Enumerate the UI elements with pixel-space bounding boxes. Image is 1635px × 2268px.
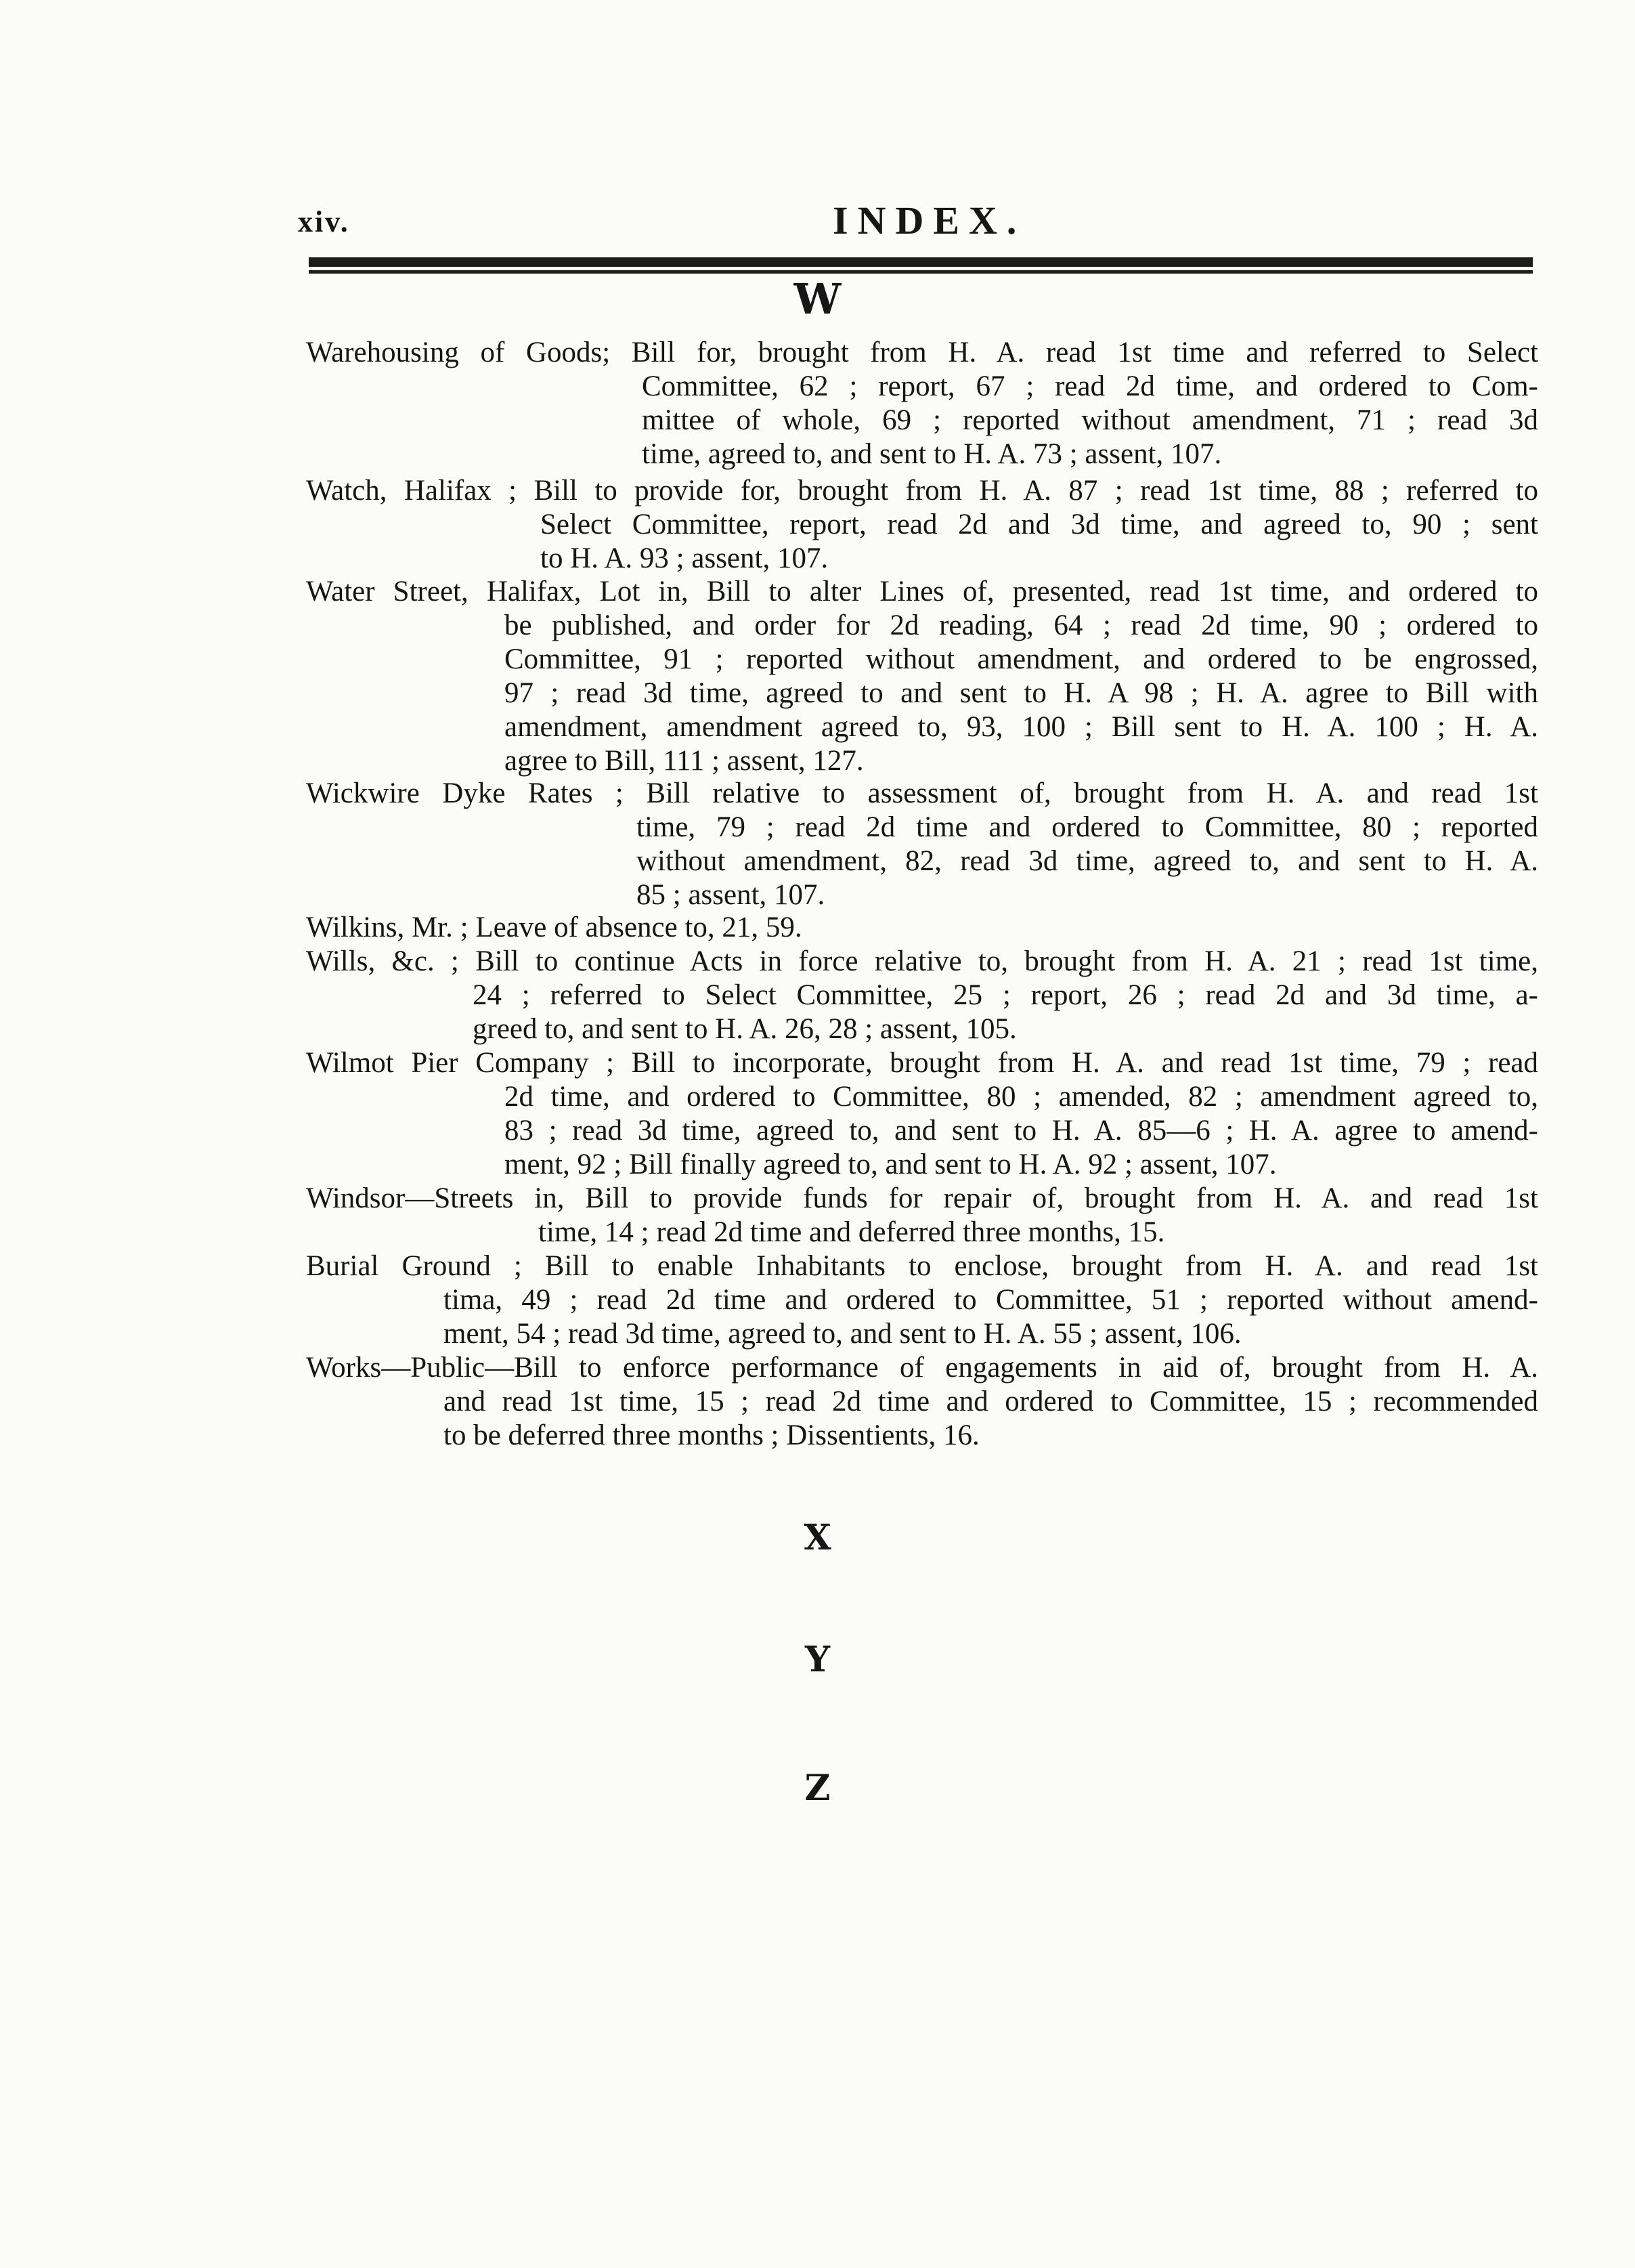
index-entry-line: to be deferred three months ; Dissentients, 16.	[443, 1419, 980, 1451]
page-title: INDEX.	[833, 198, 1026, 242]
index-entry-line: 85 ; assent, 107.	[636, 879, 825, 911]
index-entry-line: Committee, 91 ; reported without amendment, and ordered to be engrossed,	[504, 643, 1538, 675]
index-entry-line: time, 79 ; read 2d time and ordered to Committee, 80 ; reported	[636, 811, 1538, 843]
index-entry-heading-line: Wilkins, Mr. ; Leave of absence to, 21, 59.	[306, 912, 802, 943]
section-letter-y: Y	[804, 1639, 831, 1680]
header-rule-thin	[309, 270, 1533, 274]
index-entry-heading-line: Windsor—Streets in, Bill to provide funds for repair of, brought from H. A. and read 1st	[306, 1182, 1538, 1214]
index-entry-line: time, 14 ; read 2d time and deferred three months, 15.	[538, 1216, 1165, 1248]
index-entry-heading-line: Wilmot Pier Company ; Bill to incorporate, brought from H. A. and read 1st time, 79 ; read	[306, 1047, 1538, 1079]
index-entry-heading-line: Wickwire Dyke Rates ; Bill relative to assessment of, brought from H. A. and read 1st	[306, 777, 1538, 809]
section-letter-x: X	[804, 1517, 831, 1558]
index-entry-line: 97 ; read 3d time, agreed to and sent to H. A 98 ; H. A. agree to Bill with	[504, 677, 1538, 709]
index-entry-heading-line: Water Street, Halifax, Lot in, Bill to alter Lines of, presented, read 1st time, and ordered to	[306, 576, 1538, 607]
index-entry-heading-line: Watch, Halifax ; Bill to provide for, brought from H. A. 87 ; read 1st time, 88 ; referred to	[306, 475, 1538, 507]
index-entry-line: 2d time, and ordered to Committee, 80 ; amended, 82 ; amendment agreed to,	[504, 1081, 1538, 1113]
index-entry-heading-line: Burial Ground ; Bill to enable Inhabitants to enclose, brought from H. A. and read 1st	[306, 1250, 1538, 1282]
index-entry-heading-line: Warehousing of Goods; Bill for, brought from H. A. read 1st time and referred to Select	[306, 337, 1538, 368]
section-letter-w: W	[793, 274, 842, 324]
index-entry-heading-line: Works—Public—Bill to enforce performance of engagements in aid of, brought from H. A.	[306, 1352, 1538, 1384]
index-entry-line: greed to, and sent to H. A. 26, 28 ; assent, 105.	[473, 1013, 1017, 1045]
index-entry-line: Committee, 62 ; report, 67 ; read 2d time, and ordered to Com-	[642, 370, 1538, 402]
page-number: xiv.	[298, 205, 350, 238]
index-entry-line: mittee of whole, 69 ; reported without amendment, 71 ; read 3d	[642, 404, 1538, 436]
section-letter-z: Z	[804, 1768, 831, 1809]
index-entry-line: 24 ; referred to Select Committee, 25 ; report, 26 ; read 2d and 3d time, a-	[473, 979, 1538, 1011]
index-entry-line: ment, 92 ; Bill finally agreed to, and sent to H. A. 92 ; assent, 107.	[504, 1149, 1277, 1180]
index-entry-line: to H. A. 93 ; assent, 107.	[540, 542, 829, 574]
index-entry-line: agree to Bill, 111 ; assent, 127.	[504, 745, 864, 777]
index-entry-line: Select Committee, report, read 2d and 3d time, and agreed to, 90 ; sent	[540, 509, 1538, 540]
header-rule-thick	[309, 257, 1533, 267]
index-entry-line: time, agreed to, and sent to H. A. 73 ; assent, 107.	[642, 438, 1222, 470]
index-entry-line: amendment, amendment agreed to, 93, 100 ; Bill sent to H. A. 100 ; H. A.	[504, 711, 1538, 743]
index-entry-line: without amendment, 82, read 3d time, agreed to, and sent to H. A.	[636, 845, 1538, 877]
index-entry-line: 83 ; read 3d time, agreed to, and sent to H. A. 85—6 ; H. A. agree to amend-	[504, 1115, 1538, 1147]
index-entry-line: and read 1st time, 15 ; read 2d time and ordered to Committee, 15 ; recommended	[443, 1386, 1538, 1417]
index-entry-heading-line: Wills, &c. ; Bill to continue Acts in force relative to, brought from H. A. 21 ; read 1st time,	[306, 945, 1538, 977]
index-entry-line: tima, 49 ; read 2d time and ordered to Committee, 51 ; reported without amend-	[443, 1284, 1538, 1316]
index-entry-line: be published, and order for 2d reading, 64 ; read 2d time, 90 ; ordered to	[504, 609, 1538, 641]
index-entry-line: ment, 54 ; read 3d time, agreed to, and sent to H. A. 55 ; assent, 106.	[443, 1318, 1242, 1350]
